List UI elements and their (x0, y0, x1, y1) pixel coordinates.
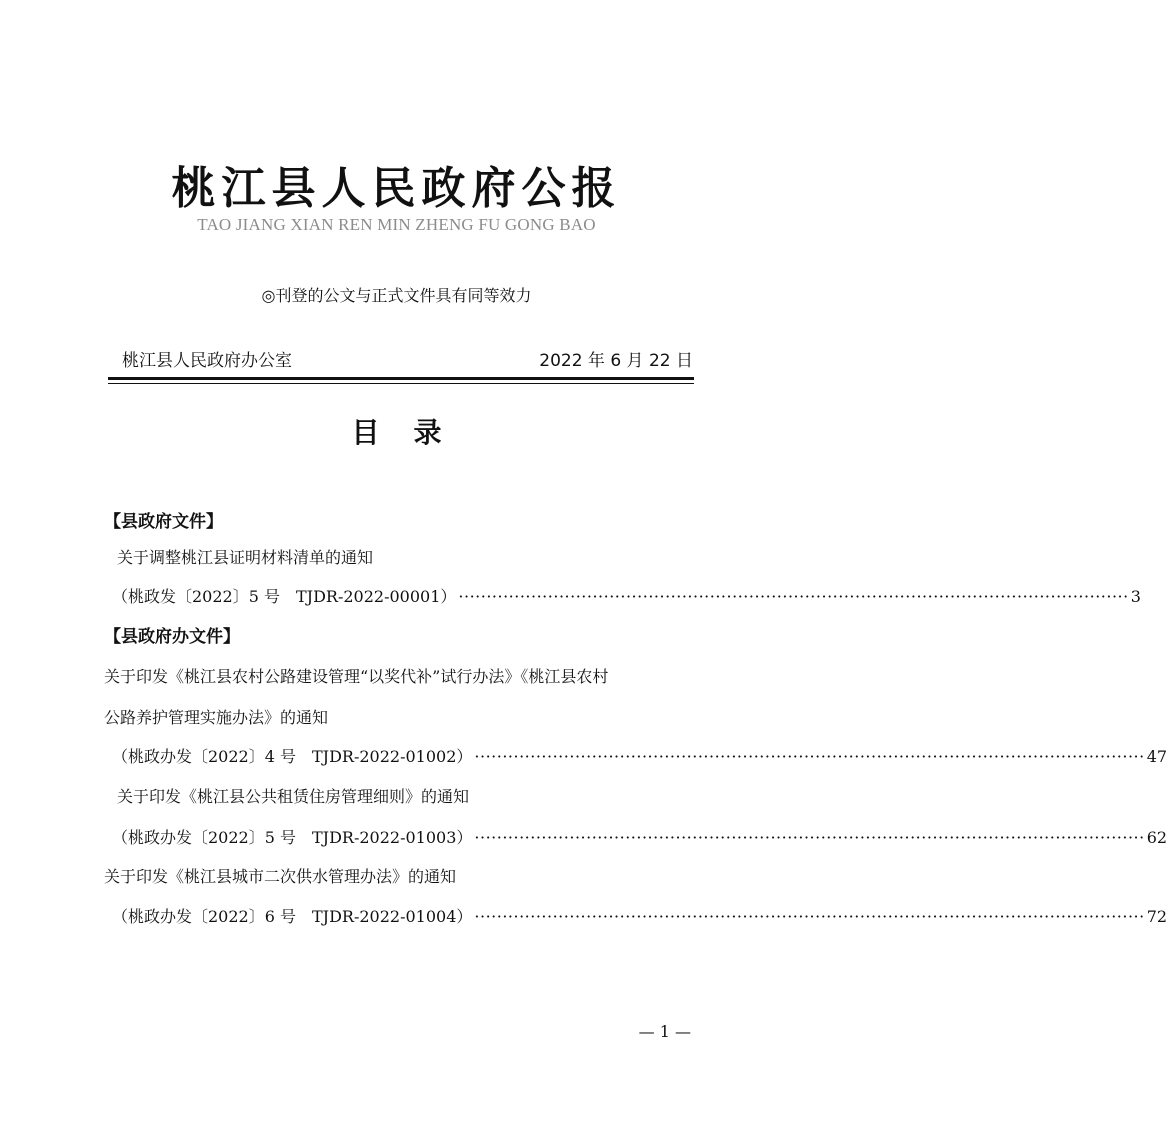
header-rule-thick (108, 377, 694, 380)
toc-section-label: 【县政府办文件】 (104, 627, 240, 647)
toc-title: 目录 (351, 416, 476, 449)
issue-date: 2022 年 6 月 22 日 (539, 351, 693, 371)
header-rule-thin (108, 383, 694, 384)
footer-page-number: — 1 — (638, 1022, 691, 1041)
toc-entry-reference[interactable] (112, 744, 1167, 767)
page-number: 72 (1146, 907, 1167, 926)
document-number: （桃政办发〔2022〕4 号 TJDR-2022-01002） (112, 747, 473, 766)
dot-leader: ························································································································ (474, 747, 1145, 766)
document-number: （桃政发〔2022〕5 号 TJDR-2022-00001） (112, 587, 457, 606)
publication-subtitle: TAO JIANG XIAN REN MIN ZHENG FU GONG BAO (197, 215, 596, 234)
publication-title: 桃江县人民政府公报 (171, 163, 622, 214)
toc-entry-title[interactable]: 关于调整桃江县证明材料清单的通知 (117, 548, 374, 567)
validity-notice: ◎刊登的公文与正式文件具有同等效力 (261, 286, 532, 305)
page-number: 47 (1146, 747, 1167, 766)
issuer-name: 桃江县人民政府办公室 (122, 351, 292, 371)
toc-entry-reference[interactable] (112, 584, 1141, 607)
toc-entry-title[interactable]: 关于印发《桃江县农村公路建设管理“以奖代补”试行办法》《桃江县农村 (104, 667, 609, 686)
toc-section-label: 【县政府文件】 (104, 512, 223, 532)
toc-entry-title-continued[interactable]: 公路养护管理实施办法》的通知 (104, 708, 329, 727)
toc-entry-title[interactable]: 关于印发《桃江县公共租赁住房管理细则》的通知 (117, 787, 470, 806)
document-number: （桃政办发〔2022〕6 号 TJDR-2022-01004） (112, 907, 473, 926)
toc-entry-reference[interactable] (112, 904, 1167, 927)
dot-leader: ························································································································ (458, 587, 1129, 606)
toc-entry-title[interactable]: 关于印发《桃江县城市二次供水管理办法》的通知 (104, 867, 457, 886)
document-number: （桃政办发〔2022〕5 号 TJDR-2022-01003） (112, 828, 473, 847)
toc-entry-reference[interactable] (112, 825, 1167, 848)
page-number: 62 (1146, 828, 1167, 847)
dot-leader: ························································································································ (474, 907, 1145, 926)
page-number: 3 (1130, 587, 1141, 606)
dot-leader: ························································································································ (474, 828, 1145, 847)
